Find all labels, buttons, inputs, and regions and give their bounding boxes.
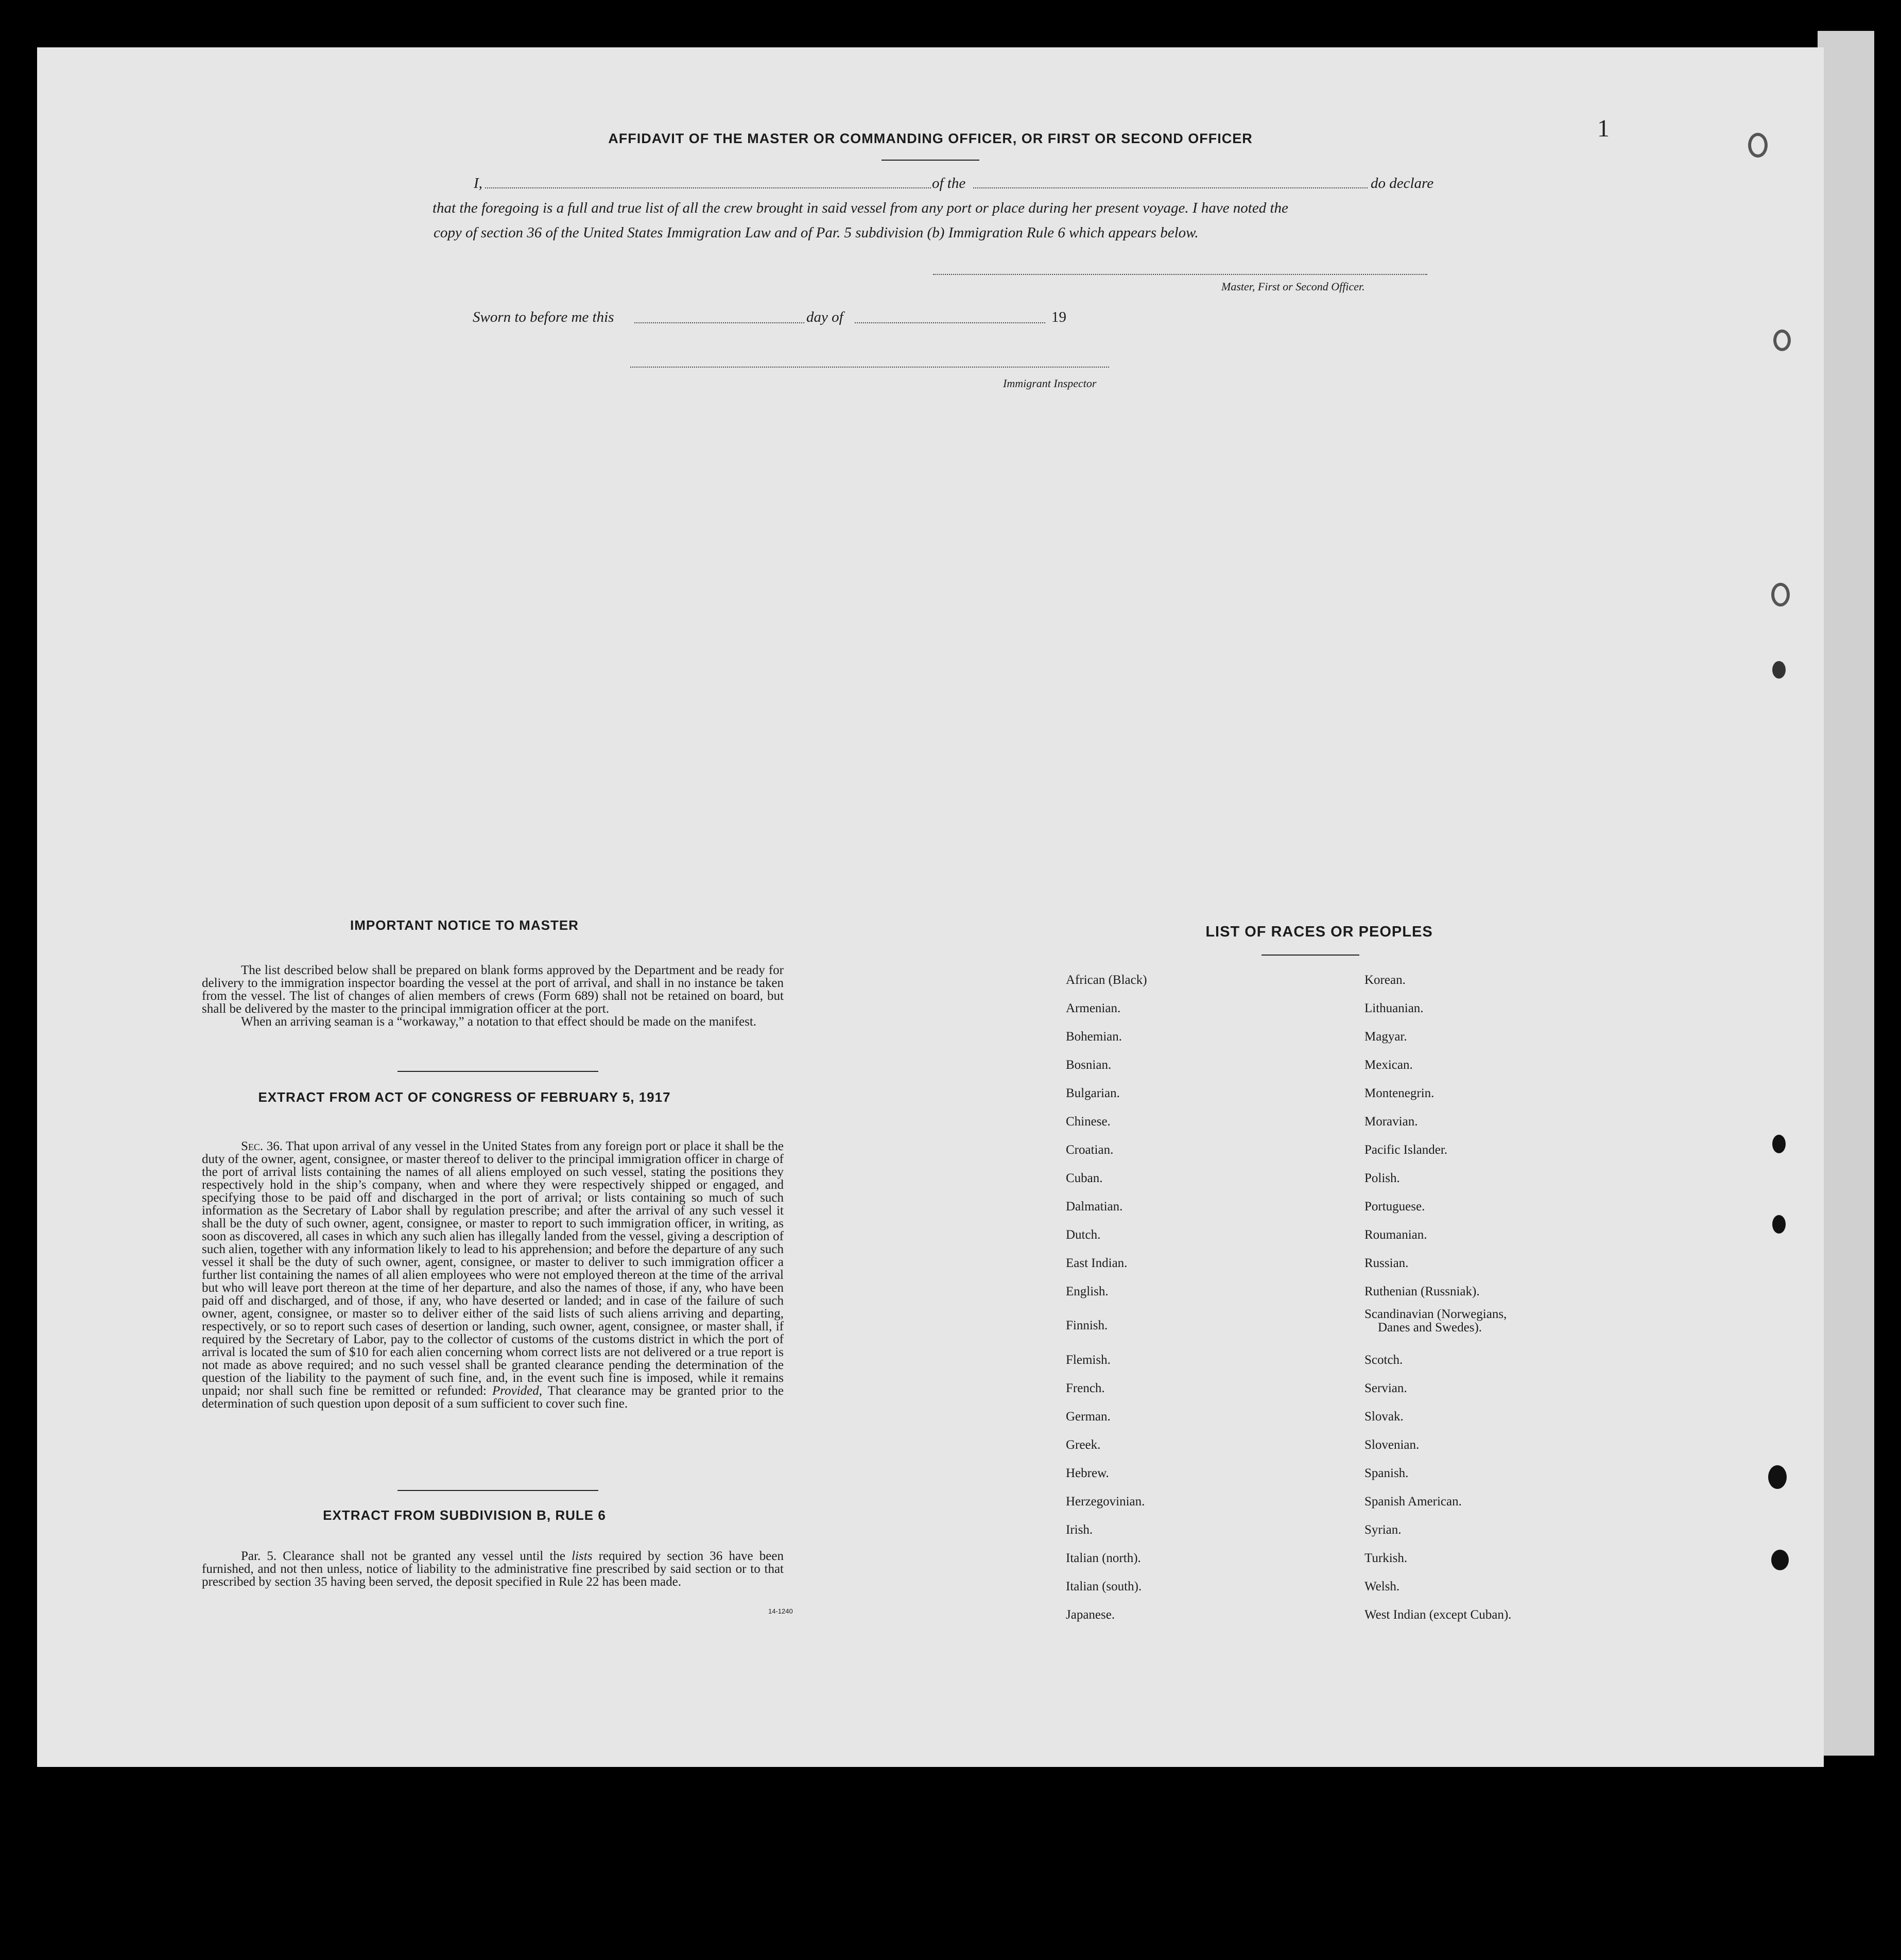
sworn-month-blank bbox=[855, 322, 1045, 323]
race-item: Moravian. bbox=[1364, 1115, 1418, 1129]
race-item: Russian. bbox=[1364, 1256, 1409, 1270]
race-item bbox=[1364, 1306, 1511, 1346]
binder-hole-icon bbox=[1768, 1465, 1787, 1489]
races-right-column bbox=[1364, 966, 1511, 1629]
act-body bbox=[202, 1140, 784, 1410]
race-item: German. bbox=[1066, 1410, 1111, 1424]
page-number: 1 bbox=[1597, 115, 1610, 142]
race-item: Portuguese. bbox=[1364, 1200, 1425, 1213]
race-item: Slovenian. bbox=[1364, 1438, 1420, 1452]
race-item: African (Black) bbox=[1066, 973, 1147, 987]
race-item: Slovak. bbox=[1364, 1410, 1404, 1424]
race-item: Pacific Islander. bbox=[1364, 1143, 1448, 1157]
race-item: Bohemian. bbox=[1066, 1030, 1122, 1044]
race-item: West Indian (except Cuban). bbox=[1364, 1608, 1512, 1622]
race-item: Irish. bbox=[1066, 1523, 1093, 1537]
rule-title: EXTRACT FROM SUBDIVISION B, RULE 6 bbox=[323, 1507, 606, 1523]
affidavit-title: AFFIDAVIT OF THE MASTER OR COMMANDING OFFICER, OR FIRST OR SECOND OFFICER bbox=[608, 131, 1253, 146]
divider bbox=[398, 1490, 598, 1491]
race-item: Magyar. bbox=[1364, 1030, 1407, 1044]
race-item: East Indian. bbox=[1066, 1256, 1128, 1270]
rule-text-a: Par. 5. Clearance shall not be granted any vessel until the bbox=[241, 1549, 565, 1563]
race-item: Montenegrin. bbox=[1364, 1086, 1435, 1100]
binder-hole-icon bbox=[1771, 583, 1790, 606]
binder-hole-icon bbox=[1772, 1135, 1786, 1153]
race-item: Italian (south). bbox=[1066, 1580, 1142, 1593]
race-item: Spanish American. bbox=[1364, 1495, 1462, 1508]
race-item: French. bbox=[1066, 1381, 1105, 1395]
signature-blank bbox=[933, 274, 1427, 275]
race-item: Scotch. bbox=[1364, 1353, 1403, 1367]
notice-paragraph-2: When an arriving seaman is a “workaway,” a notation to that effect should be made on the manifest. bbox=[241, 1015, 757, 1029]
inspector-signature-blank bbox=[630, 367, 1109, 368]
race-item: Italian (north). bbox=[1066, 1551, 1141, 1565]
notice-paragraph-1: The list described below shall be prepared on blank forms approved by the Department and be ready for delivery to the immigration inspector boarding the vessel at the port of arrival, and shall in no instance be taken from the vessel. The list of changes of alien members of crews (Form 689) shall not be retained on board, but shall be delivered by the master to the principal immigration officer at the port. bbox=[202, 963, 784, 1016]
act-section-label: Sec. 36. bbox=[241, 1139, 283, 1153]
race-item: Dalmatian. bbox=[1066, 1200, 1123, 1213]
sworn-label: Sworn to before me this bbox=[473, 309, 614, 325]
affidavit-i-label: I, bbox=[474, 175, 482, 192]
notice-body bbox=[202, 964, 784, 1028]
race-item-scandinavian: Scandinavian (Norwegians, bbox=[1364, 1307, 1507, 1321]
name-blank bbox=[485, 187, 931, 188]
binder-hole-icon bbox=[1772, 1215, 1786, 1234]
race-item: Turkish. bbox=[1364, 1551, 1408, 1565]
race-item: Welsh. bbox=[1364, 1580, 1400, 1593]
notice-title: IMPORTANT NOTICE TO MASTER bbox=[350, 917, 579, 933]
rule-text-b: required by section 36 have been furnished, and not then unless, notice of liability to the administrative fine prescribed by said section or to that prescribed by section 35 having been served, the deposit specified in Rule 22 has been made. bbox=[202, 1549, 784, 1589]
race-item: Cuban. bbox=[1066, 1171, 1103, 1185]
race-item: Greek. bbox=[1066, 1438, 1101, 1452]
rule-lists: lists bbox=[572, 1549, 593, 1563]
rule-body bbox=[202, 1550, 784, 1588]
race-item: Syrian. bbox=[1364, 1523, 1402, 1537]
race-item: Servian. bbox=[1364, 1381, 1407, 1395]
affidavit-of-label: of the bbox=[932, 175, 966, 192]
race-item: Flemish. bbox=[1066, 1353, 1111, 1367]
inspector-label: Immigrant Inspector bbox=[1003, 377, 1097, 390]
race-item: Roumanian. bbox=[1364, 1228, 1427, 1242]
signature-label: Master, First or Second Officer. bbox=[1221, 280, 1365, 293]
race-item: Spanish. bbox=[1364, 1466, 1409, 1480]
act-text-a: That upon arrival of any vessel in the United States from any foreign port or place it shall be the duty of the owner, agent, consignee, or master thereof to deliver to the principal immigration officer in charge of the port of arrival lists containing the names of all aliens employed on such vessel, stating the positions they respectively hold in the ship’s company, when and where they were respectively shipped or engaged, and specifying those to be paid off and discharged in the port of arrival; or lists containing so much of such information as the Secretary of Labor shall by regulation prescribe; and after the arrival of any such vessel it shall be the duty of such owner, agent, consignee, or master to report to such immigration officer, in writing, as soon as discovered, all cases in which any such alien has illegally landed from the vessel, giving a description of such alien, together with any information likely to lead to his apprehension; and before the departure of any such vessel it shall be the duty of such owner, agent, consignee, or master to deliver to such immigration officer a further list containing the names of all alien employees who were not employed thereon at the time of the arrival but who will leave port thereon at the time of her departure, and also the names of those, if any, who have been paid off and discharged, and of those, if any, who have deserted or landed; and in case of the failure of such owner, agent, consignee, or master so to deliver either of the said lists of such aliens arriving and departing, respectively, or so to report such cases of desertion or landing, such owner, agent, consignee, or master shall, if required by the Secretary of Labor, pay to the collector of customs of the customs district in which the port of arrival is located the sum of $10 for each alien concerning whom correct lists are not delivered or a true report is not made as above required; and no such vessel shall be granted clearance pending the determination of the question of the liability to the payment of such fine, and, in the event such fine is imposed, while it remains unpaid; nor shall such fine be remitted or refunded: bbox=[202, 1139, 784, 1398]
divider bbox=[398, 1071, 598, 1072]
race-item: Bulgarian. bbox=[1066, 1086, 1120, 1100]
race-item: Chinese. bbox=[1066, 1115, 1111, 1129]
binder-hole-icon bbox=[1771, 1550, 1789, 1570]
affidavit-line-2: that the foregoing is a full and true list of all the crew brought in said vessel from any port or place during her present voyage. I have noted the bbox=[433, 200, 1288, 216]
race-item: Lithuanian. bbox=[1364, 1001, 1424, 1015]
race-item-scandinavian-cont: Danes and Swedes). bbox=[1378, 1321, 1482, 1334]
affidavit-declare-label: do declare bbox=[1371, 175, 1434, 192]
races-left-column bbox=[1066, 966, 1147, 1629]
race-item: Croatian. bbox=[1066, 1143, 1114, 1157]
manifest-page bbox=[37, 47, 1824, 1767]
form-code: 14-1240 bbox=[768, 1607, 793, 1615]
sworn-year-label: 19 bbox=[1051, 309, 1066, 325]
adjacent-page-edge bbox=[1818, 31, 1874, 1756]
binder-hole-icon bbox=[1748, 133, 1768, 158]
act-provided: Provided, bbox=[492, 1384, 542, 1398]
race-item: English. bbox=[1066, 1285, 1109, 1298]
race-item: Hebrew. bbox=[1066, 1466, 1109, 1480]
affidavit-line-3: copy of section 36 of the United States Immigration Law and of Par. 5 subdivision (b) Immigration Rule 6 which appears below. bbox=[434, 224, 1199, 241]
act-text-b: That clearance may be granted prior to the determination of such question upon deposit of a sum sufficient to cover such fine. bbox=[202, 1384, 784, 1411]
race-item: Polish. bbox=[1364, 1171, 1400, 1185]
sworn-dayof-label: day of bbox=[806, 309, 843, 325]
race-item: Japanese. bbox=[1066, 1608, 1115, 1622]
sworn-day-blank bbox=[634, 322, 804, 323]
race-item: Herzegovinian. bbox=[1066, 1495, 1145, 1508]
race-item: Ruthenian (Russniak). bbox=[1364, 1285, 1480, 1298]
divider bbox=[1261, 955, 1359, 956]
race-item: Mexican. bbox=[1364, 1058, 1413, 1072]
divider bbox=[882, 160, 979, 161]
vessel-blank bbox=[973, 187, 1368, 188]
races-title: LIST OF RACES OR PEOPLES bbox=[1205, 924, 1433, 940]
act-title: EXTRACT FROM ACT OF CONGRESS OF FEBRUARY 5, 1917 bbox=[258, 1089, 671, 1105]
binder-hole-icon bbox=[1772, 661, 1786, 679]
binder-hole-icon bbox=[1773, 329, 1791, 351]
race-item: Dutch. bbox=[1066, 1228, 1101, 1242]
race-item: Korean. bbox=[1364, 973, 1406, 987]
race-item: Bosnian. bbox=[1066, 1058, 1112, 1072]
race-item: Finnish. bbox=[1066, 1319, 1108, 1332]
race-item: Armenian. bbox=[1066, 1001, 1121, 1015]
